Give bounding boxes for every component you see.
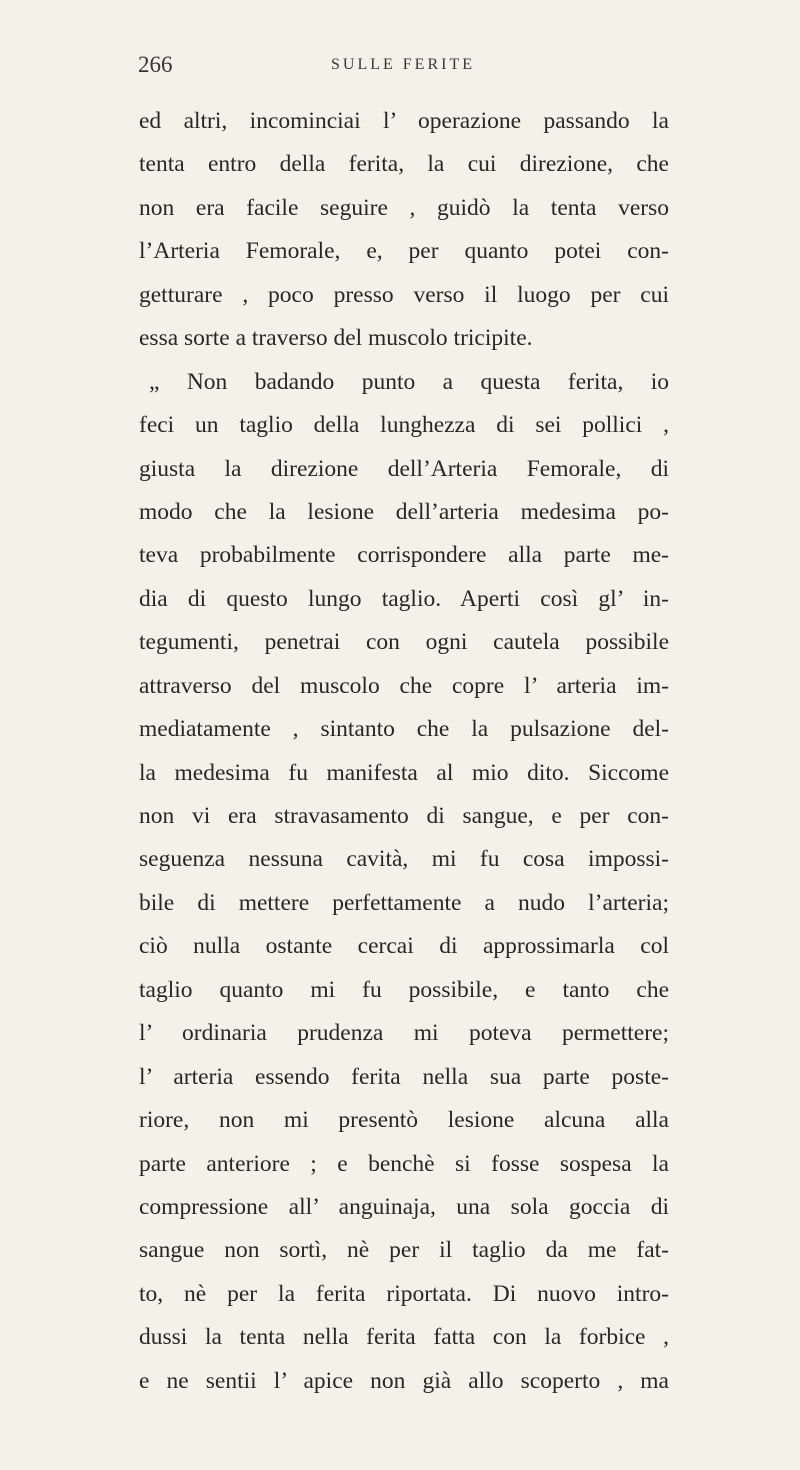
text-line: dia di questo lungo taglio. Aperti così gl’ in-	[139, 585, 669, 612]
text-line: mediatamente , sintanto che la pulsazione del-	[139, 716, 669, 743]
text-line: taglio quanto mi fu possibile, e tanto che	[139, 976, 669, 1003]
text-line: sangue non sortì, nè per il taglio da me fat-	[139, 1237, 669, 1264]
text-line: e ne sentii l’ apice non già allo scoperto , ma	[139, 1367, 669, 1394]
text-line: bile di mettere perfettamente a nudo l’arteria;	[139, 889, 669, 916]
text-line: seguenza nessuna cavità, mi fu cosa impossi-	[139, 846, 669, 873]
text-line: non vi era stravasamento di sangue, e per con-	[139, 803, 669, 829]
page-header	[138, 52, 668, 86]
text-line: l’Arteria Femorale, e, per quanto potei con-	[139, 238, 669, 265]
text-line: non era facile seguire , guidò la tenta verso	[139, 194, 669, 221]
text-line: feci un taglio della lunghezza di sei pollici ,	[139, 412, 669, 439]
text-line: tenta entro della ferita, la cui direzione, che	[139, 151, 669, 178]
text-line: tegumenti, penetrai con ogni cautela possibile	[139, 629, 669, 656]
running-head: SULLE FERITE	[331, 56, 475, 73]
text-line: l’ ordinaria prudenza mi poteva permettere;	[139, 1020, 669, 1047]
body-text	[139, 100, 669, 1403]
text-line: compressione all’ anguinaja, una sola goccia di	[139, 1193, 669, 1220]
text-line: attraverso del muscolo che copre l’ arteria im-	[139, 672, 669, 699]
text-line: teva probabilmente corrispondere alla parte me-	[139, 542, 669, 569]
text-line: riore, non mi presentò lesione alcuna alla	[139, 1107, 669, 1134]
text-line: ed altri, incominciai l’ operazione passando la	[139, 108, 669, 134]
text-line: parte anteriore ; e benchè si fosse sospesa la	[139, 1150, 669, 1177]
text-line: dussi la tenta nella ferita fatta con la forbice ,	[139, 1324, 669, 1351]
text-line: giusta la direzione dell’Arteria Femorale, di	[139, 455, 669, 482]
text-line: essa sorte a traverso del muscolo tricipite.	[139, 325, 533, 352]
text-line: getturare , poco presso verso il luogo per cui	[139, 281, 669, 308]
text-line: l’ arteria essendo ferita nella sua parte poste-	[139, 1063, 669, 1090]
text-line: la medesima fu manifesta al mio dito. Siccome	[139, 759, 669, 786]
page-number: 266	[138, 52, 173, 77]
text-line: ciò nulla ostante cercai di approssimarla col	[139, 933, 669, 960]
text-line: „ Non badando punto a questa ferita, io	[149, 368, 669, 395]
text-line: modo che la lesione dell’arteria medesima po-	[139, 498, 669, 525]
text-line: to, nè per la ferita riportata. Di nuovo intro-	[139, 1280, 669, 1307]
